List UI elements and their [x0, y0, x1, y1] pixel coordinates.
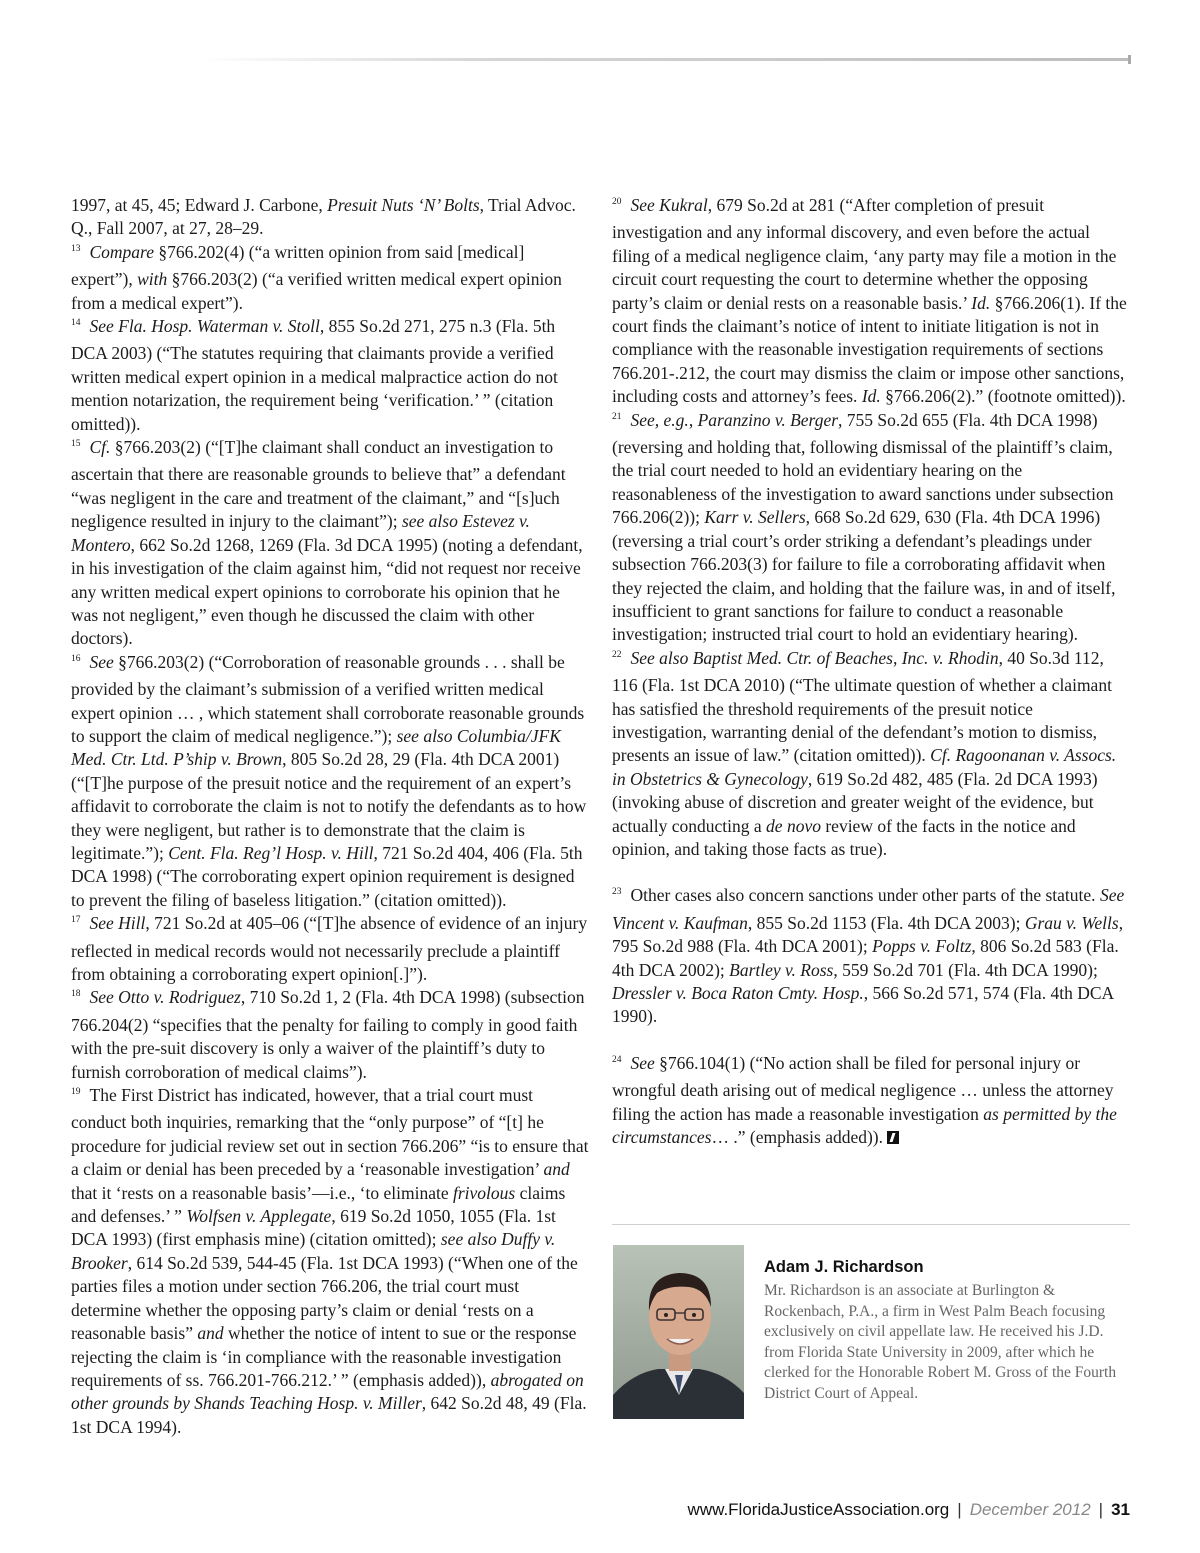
footnote-number: 14 — [71, 318, 81, 329]
footnote-number: 21 — [612, 411, 622, 422]
author-photo — [613, 1245, 744, 1419]
footer-separator-2: | — [1098, 1500, 1104, 1519]
footnote-text: See Kukral, 679 So.2d at 281 (“After completion of presuit investigation and any informal discovery, and even before the actual filing of a medical negligence claim, ‘any party may file a motion in the circuit court requesting the court to determine whether the opposing party’s claim or denial rests on a reasonable basis.’ Id. §766.206(1). If the court finds the claimant’s notice of intent to initiate litigation is not in compliance with the reasonable investigation requirements of sections 766.201-.212, the court may dismiss the claim or impose other sanctions, including costs and attorney’s fees. Id. §766.206(2).” (footnote omitted)). — [612, 195, 1127, 407]
footnote-23 — [612, 884, 1129, 1028]
page-number: 31 — [1111, 1500, 1130, 1519]
footnote-15 — [71, 436, 589, 651]
footnote-number: 13 — [71, 243, 81, 254]
footnote-number: 23 — [612, 887, 622, 898]
footnote-20 — [612, 194, 1129, 409]
footnote-18 — [71, 986, 589, 1084]
header-rule — [200, 58, 1130, 61]
footnotes-left-column — [71, 194, 589, 1439]
footnote-number: 20 — [612, 197, 622, 207]
footnote-13 — [71, 241, 589, 315]
footnote-14 — [71, 315, 589, 436]
footnote-text: Compare §766.202(4) (“a written opinion from said [medical] expert”), with §766.203(2) (“a verified written medical expert opinion from a medical expert”). — [71, 241, 562, 313]
footnote-17 — [71, 912, 589, 986]
footnote-22 — [612, 647, 1129, 862]
footnote-24 — [612, 1052, 1129, 1150]
footnote-number: 15 — [71, 439, 81, 450]
footnote-number: 16 — [71, 653, 81, 664]
author-portrait-image — [613, 1245, 744, 1419]
footnote-19 — [71, 1084, 589, 1439]
footnote-text: The First District has indicated, however, that a trial court must conduct both inquiries, remarking that the “only purpose” of “[t] he procedure for judicial review set out in section 766.206” “is to ensure that a claim or denial has been preceded by a ‘reasonable investigation’ and that it ‘rests on a reasonable basis’—i.e., ‘to eliminate frivolous claims and defenses.’ ” Wolfsen v. Applegate, 619 So.2d 1050, 1055 (Fla. 1st DCA 1993) (first emphasis mine) (citation omitted); see also Duffy v. Brooker, 614 So.2d 539, 544-45 (Fla. 1st DCA 1993) (“When one of the parties files a motion under section 766.206, the trial court must determine whether the opposing party’s claim or denial ‘rests on a reasonable basis” and whether the notice of intent to sue or the response rejecting the claim is ‘in compliance with the reasonable investigation requirements of ss. 766.201-766.212.’ ” (emphasis added)), abrogated on other grounds by Shands Teaching Hosp. v. Miller, 642 So.2d 48, 49 (Fla. 1st DCA 1994). — [71, 1085, 589, 1437]
footnote-text: See Fla. Hosp. Waterman v. Stoll, 855 So.2d 271, 275 n.3 (Fla. 5th DCA 2003) (“The statutes requiring that claimants provide a verified written medical expert opinion in a medical malpractice action do not mention notarization, the requirement being ‘verification.’ ” (citation omitted)). — [71, 316, 558, 434]
footnote-text: See Hill, 721 So.2d at 405–06 (“[T]he absence of evidence of an injury reflected in medical records would not necessarily preclude a plaintiff from obtaining a corroborating expert opinion[.]”). — [71, 913, 588, 984]
footer-issue-date: December 2012 — [969, 1500, 1091, 1519]
footnote-text: See Otto v. Rodriguez, 710 So.2d 1, 2 (Fla. 4th DCA 1998) (subsection 766.204(2) “specifies that the penalty for failing to comply in good faith with the pre-suit discovery is only a waiver of the plaintiff’s duty to furnish corroboration of medical claims”). — [71, 987, 585, 1082]
footnote-text: Cf. §766.203(2) (“[T]he claimant shall conduct an investigation to ascertain that there are reasonable grounds to believe that” a defendant “was negligent in the care and treatment of the claimant,” and “[s]uch negligence resulted in injury to the claimant”); see also Estevez v. Montero, 662 So.2d 1268, 1269 (Fla. 3d DCA 1995) (noting a defendant, in his investigation of the claim against him, “did not request nor receive any written medical expert opinions to corroborate his opinion that he was not negligent,” even though he discussed the claim with other doctors). — [71, 437, 583, 649]
end-of-article-icon — [887, 1131, 899, 1144]
footnote-text: See §766.203(2) (“Corroboration of reasonable grounds . . . shall be provided by the claimant’s submission of a verified written medical expert opinion … , which statement shall corroborate reasonable grounds to support the claim of medical negligence.”); see also Columbia/JFK Med. Ctr. Ltd. P’ship v. Brown, 805 So.2d 28, 29 (Fla. 4th DCA 2001) (“[T]he purpose of the presuit notice and the requirement of an expert’s affidavit to corroborate the claim is not to notify the defendants as to how they were negligent, but rather is to demonstrate that the claim is legitimate.”); Cent. Fla. Reg’l Hosp. v. Hill, 721 So.2d 404, 406 (Fla. 5th DCA 1998) (“The corroborating expert opinion requirement is designed to prevent the filing of baseless litigation.” (citation omitted)). — [71, 651, 587, 910]
footnote-number: 22 — [612, 649, 622, 660]
footnote-number: 24 — [612, 1054, 622, 1065]
author-bio — [764, 1258, 1129, 1405]
footnote-number: 19 — [71, 1087, 81, 1098]
footnote-number: 18 — [71, 989, 81, 1000]
footnote-text: See §766.104(1) (“No action shall be filed for personal injury or wrongful death arising out of medical negligence … unless the attorney filing the action has made a reasonable investigation as permitted by the circumstances… .” (emphasis added)). — [612, 1052, 1117, 1148]
footnote-continued — [71, 194, 589, 241]
author-name: Adam J. Richardson — [764, 1258, 924, 1276]
footnote-text: See also Baptist Med. Ctr. of Beaches, Inc. v. Rhodin, 40 So.3d 112, 116 (Fla. 1st DCA 2010) (“The ultimate question of whether a claimant has satisfied the threshold requirements of the presuit notice investigation, warranting denial of the defendant’s motion to dismiss, presents an issue of law.” (citation omitted)). Cf. Ragoonanan v. Assocs. in Obstetrics & Gynecology, 619 So.2d 482, 485 (Fla. 2d DCA 1993) (invoking abuse of discretion and greater weight of the evidence, but actually conducting a de novo review of the facts in the notice and opinion, and taking those facts as true). — [612, 647, 1117, 859]
header-rule-end — [1128, 55, 1131, 64]
footnote-16 — [71, 651, 589, 912]
author-bio-text: Mr. Richardson is an associate at Burlington & Rockenbach, P.A., a firm in West Palm Beach focusing exclusively on civil appellate law. He received his J.D. from Florida State University in 2009, after which he clerked for the Honorable Robert M. Gross of the Fourth District Court of Appeal. — [764, 1282, 1117, 1402]
footer-website-link[interactable]: www.FloridaJusticeAssociation.org — [687, 1500, 950, 1519]
page-footer — [688, 1500, 1130, 1520]
footnote-text: Other cases also concern sanctions under other parts of the statute. See Vincent v. Kaufman, 855 So.2d 1153 (Fla. 4th DCA 2003); Grau v. Wells, 795 So.2d 988 (Fla. 4th DCA 2001); Popps v. Foltz, 806 So.2d 583 (Fla. 4th DCA 2002); Bartley v. Ross, 559 So.2d 701 (Fla. 4th DCA 1990); Dressler v. Boca Raton Cmty. Hosp., 566 So.2d 571, 574 (Fla. 4th DCA 1990). — [612, 885, 1125, 1027]
bio-divider — [612, 1224, 1130, 1225]
footnote-text: 1997, at 45, 45; Edward J. Carbone, Presuit Nuts ‘N’ Bolts, Trial Advoc. Q., Fall 2007, at 27, 28–29. — [71, 195, 576, 239]
footnote-text: See, e.g., Paranzino v. Berger, 755 So.2d 655 (Fla. 4th DCA 1998) (reversing and holding that, following dismissal of the plaintiff’s claim, the trial court needed to hold an evidentiary hearing on the reasonableness of the investigation to award sanctions under subsection 766.206(2)); Karr v. Sellers, 668 So.2d 629, 630 (Fla. 4th DCA 1996) (reversing a trial court’s order striking a defendant’s pleadings under subsection 766.203(3) for failure to file a corroborating affidavit when they rejected the claim, and holding that the failure was, in and of itself, insufficient to grant sanctions for failure to conduct a reasonable investigation; instructed trial court to hold an evidentiary hearing). — [612, 409, 1116, 645]
footnotes-right-column — [612, 194, 1129, 1149]
footnote-21 — [612, 409, 1129, 647]
footer-separator: | — [957, 1500, 962, 1519]
footnote-number: 17 — [71, 915, 81, 926]
